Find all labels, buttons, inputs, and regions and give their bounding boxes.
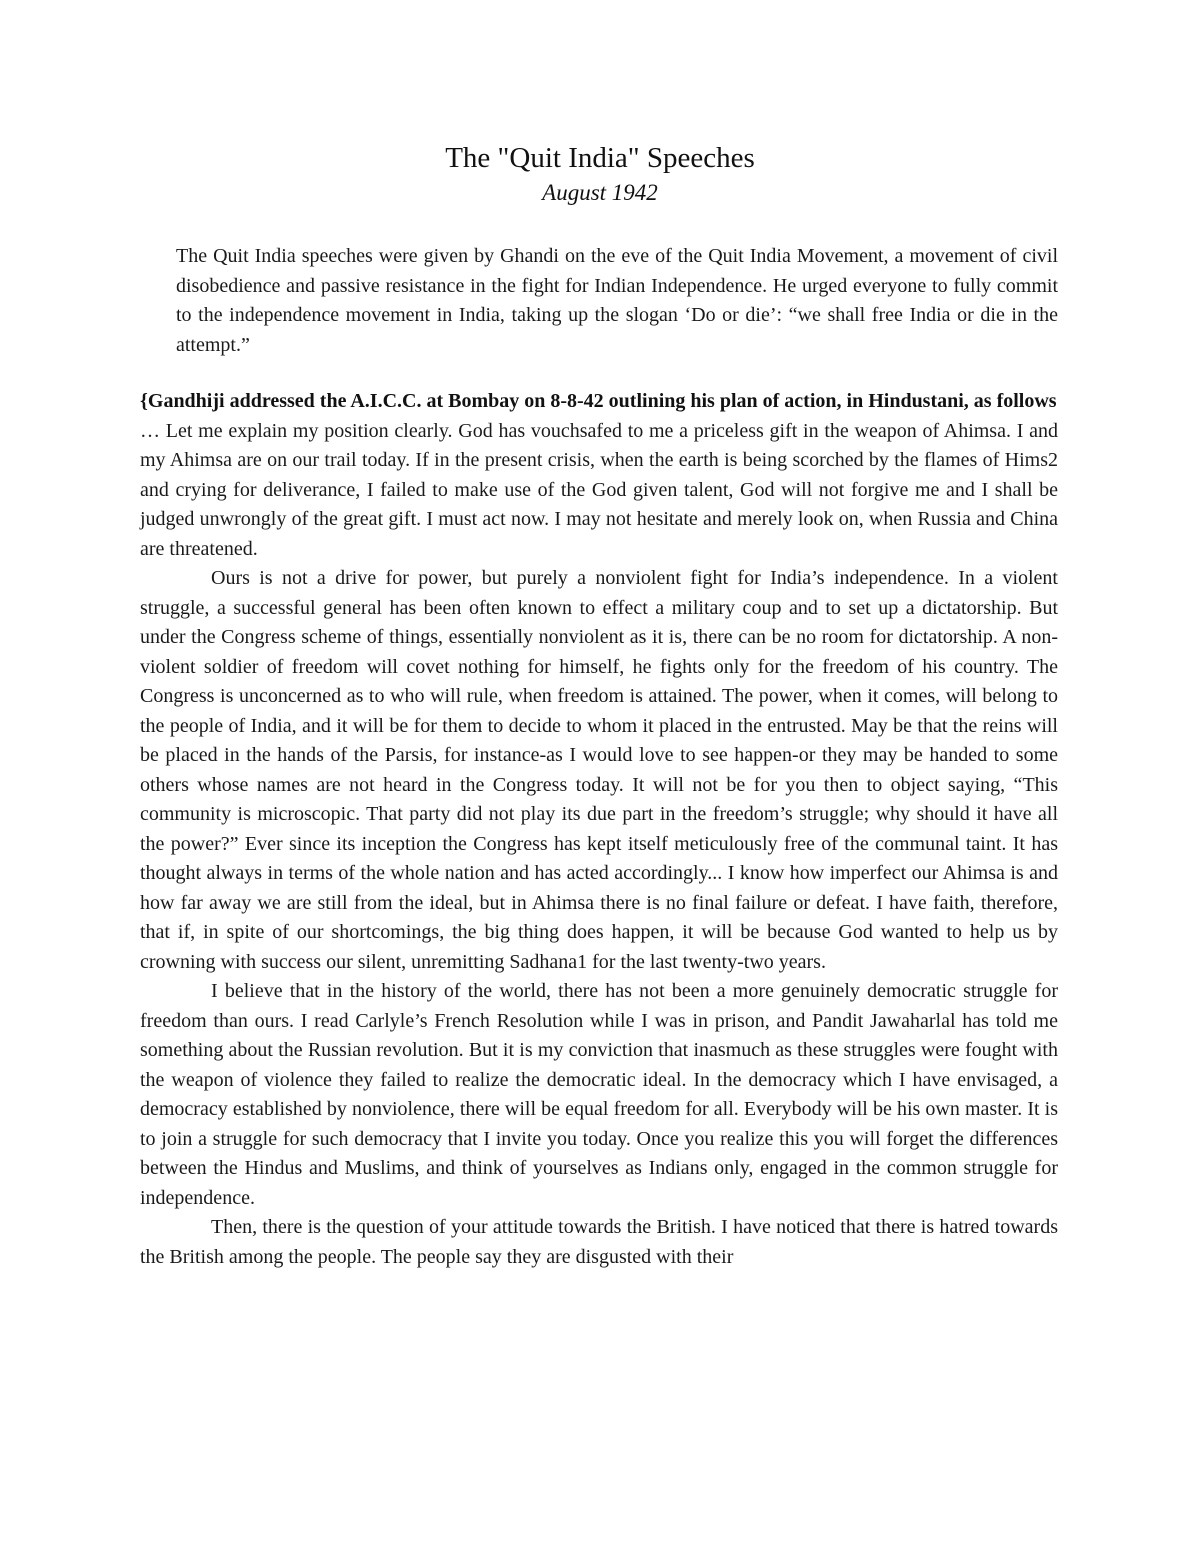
speech-body [140,387,1058,1272]
intro-paragraph: The Quit India speeches were given by Ghandi on the eve of the Quit India Movement, a movement of civil disobedience and passive resistance in the fight for Indian Independence. He urged everyone to fully commit to the independence movement in India, taking up the slogan ‘Do or die’: “we shall free India or die in the attempt.” [176,245,1058,356]
section-heading: {Gandhiji addressed the A.I.C.C. at Bombay on 8-8-42 outlining his plan of action, in Hindustani, as follows [140,390,1057,412]
body-paragraph: Ours is not a drive for power, but purely a nonviolent fight for India’s independence. In a violent struggle, a successful general has been often known to effect a military coup and to set up a dictatorship. But under the Congress scheme of things, essentially nonviolent as it is, there can be no room for dictatorship. A non-violent soldier of freedom will covet nothing for himself, he fights only for the freedom of his country. The Congress is unconcerned as to who will rule, when freedom is attained. The power, when it comes, will belong to the people of India, and it will be for them to decide to whom it placed in the entrusted. May be that the reins will be placed in the hands of the Parsis, for instance-as I would love to see happen-or they may be handed to some others whose names are not heard in the Congress today. It will not be for you then to object saying, “This community is microscopic. That party did not play its due part in the freedom’s struggle; why should it have all the power?” Ever since its inception the Congress has kept itself meticulously free of the communal taint. It has thought always in terms of the whole nation and has acted accordingly... I know how imperfect our Ahimsa is and how far away we are still from the ideal, but in Ahimsa there is no final failure or defeat. I have faith, therefore, that if, in spite of our shortcomings, the big thing does happen, it will be because God wanted to help us by crowning with success our silent, unremitting Sadhana1 for the last twenty-two years. [140,567,1058,973]
body-paragraph: … Let me explain my position clearly. God has vouchsafed to me a priceless gift in the weapon of Ahimsa. I and my Ahimsa are on our trail today. If in the present crisis, when the earth is being scorched by the flames of Hims2 and crying for deliverance, I failed to make use of the God given talent, God will not forgive me and I shall be judged unwrongly of the great gift. I must act now. I may not hesitate and merely look on, when Russia and China are threatened. [140,419,1058,560]
body-paragraph: I believe that in the history of the world, there has not been a more genuinely democratic struggle for freedom than ours. I read Carlyle’s French Resolution while I was in prison, and Pandit Jawaharlal has told me something about the Russian revolution. But it is my conviction that inasmuch as these struggles were fought with the weapon of violence they failed to realize the democratic ideal. In the democracy which I have envisaged, a democracy established by nonviolence, there will be equal freedom for all. Everybody will be his own master. It is to join a struggle for such democracy that I invite you today. Once you realize this you will forget the differences between the Hindus and Muslims, and think of yourselves as Indians only, engaged in the common struggle for independence. [140,980,1058,1209]
document-date: August 1942 [542,180,658,205]
body-paragraph: Then, there is the question of your attitude towards the British. I have noticed that there is hatred towards the British among the people. The people say they are disgusted with their [140,1216,1058,1268]
document-title: The "Quit India" Speeches [445,142,755,174]
